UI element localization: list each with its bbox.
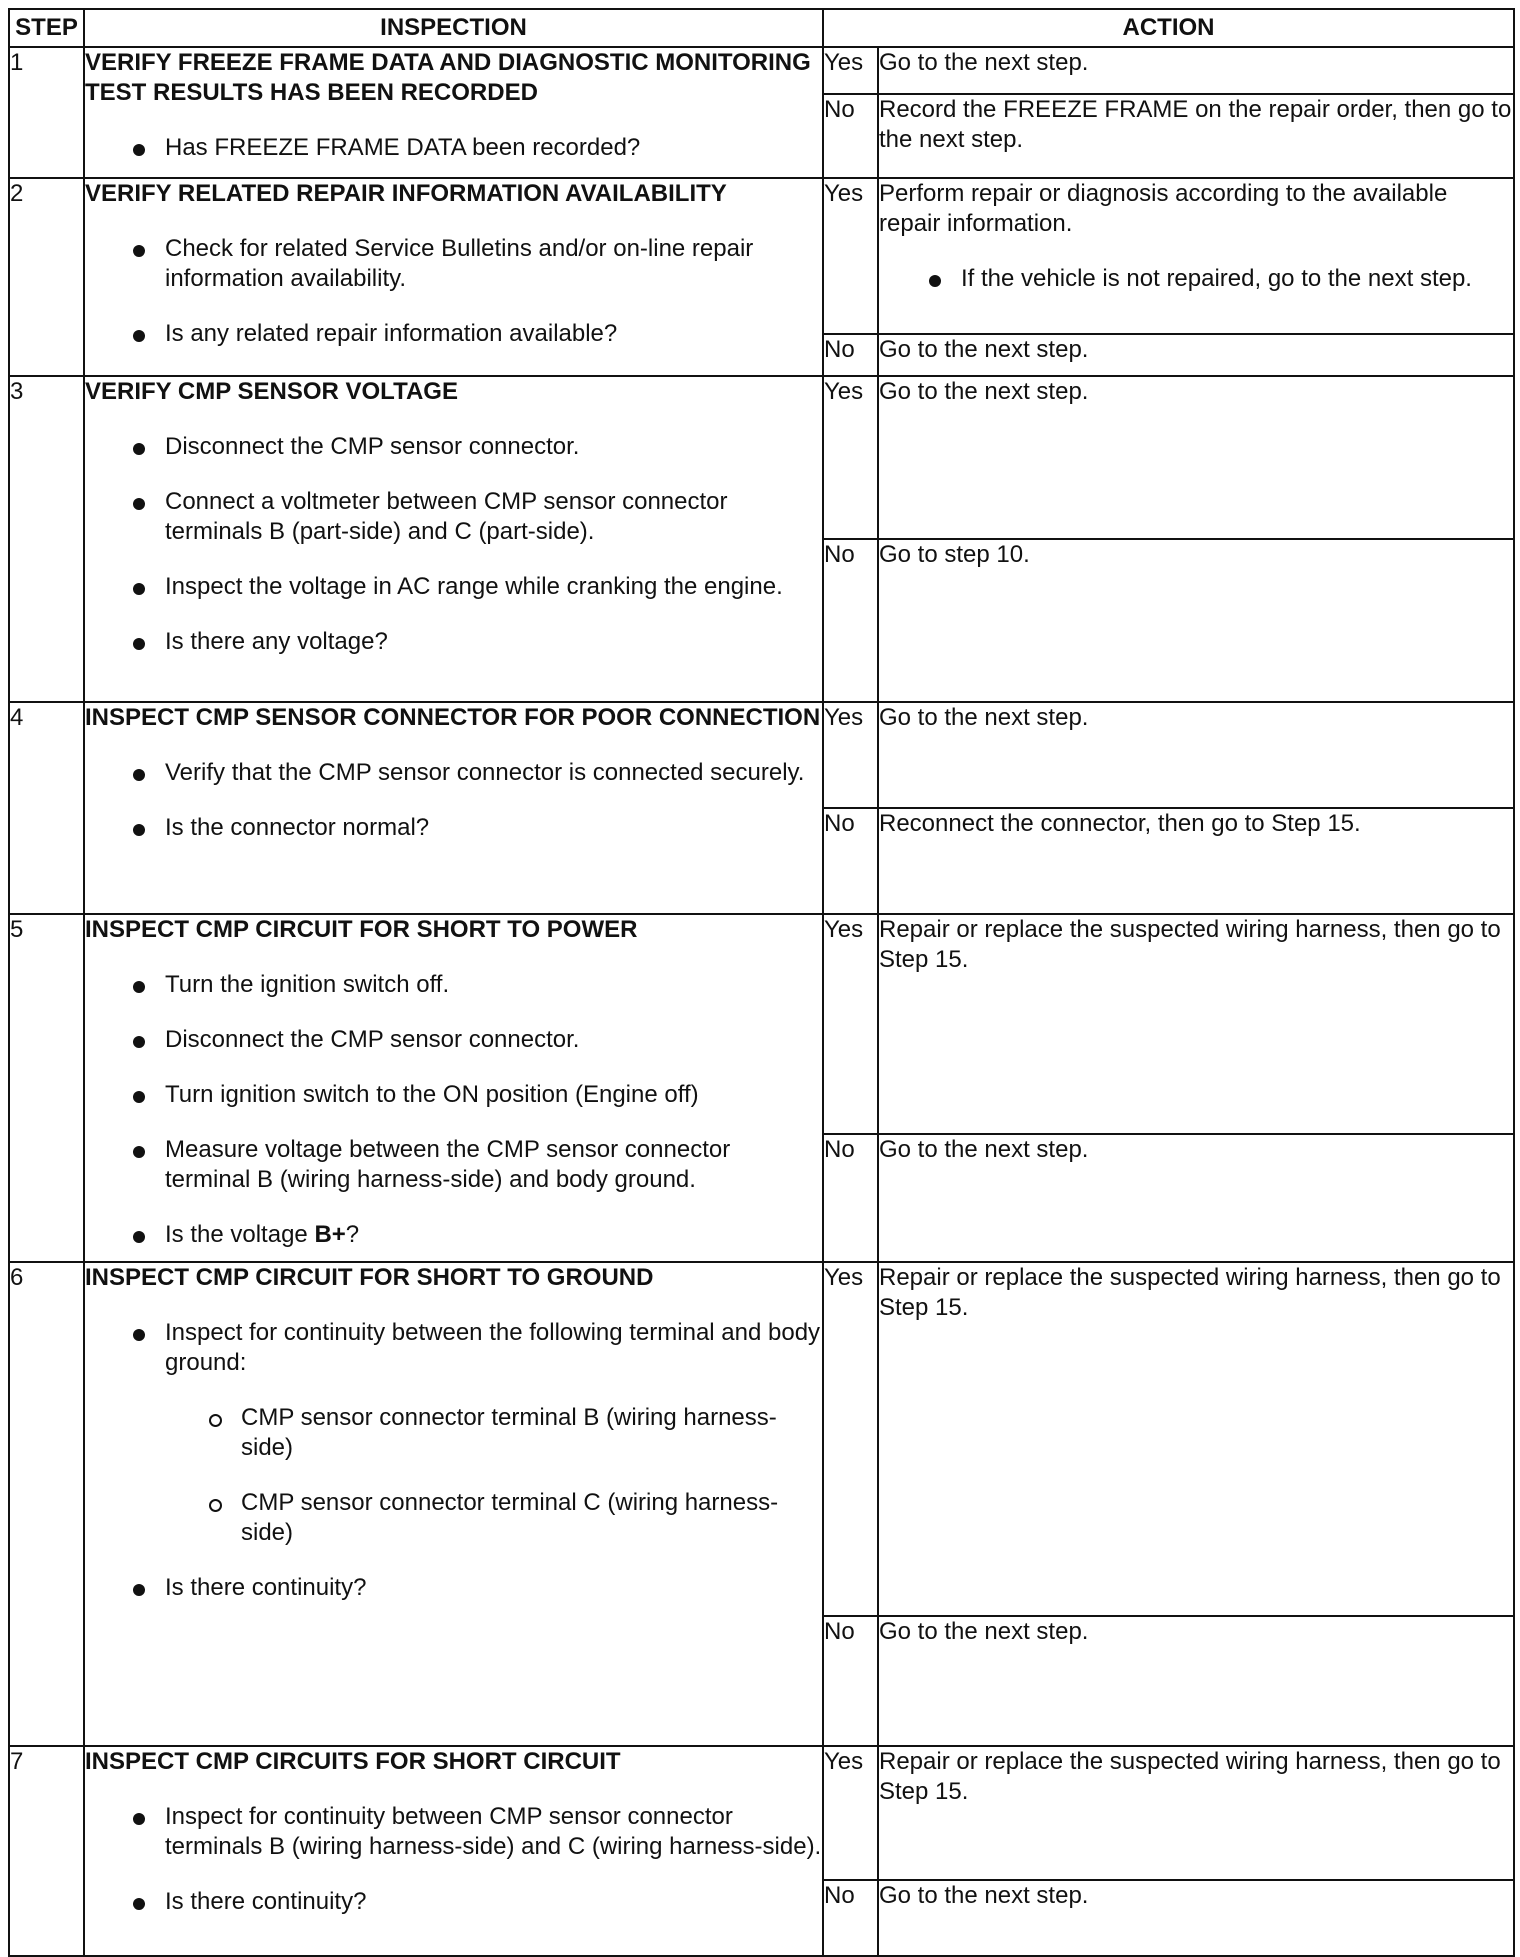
step-heading: INSPECT CMP CIRCUIT FOR SHORT TO POWER xyxy=(85,916,638,943)
inspection-question xyxy=(85,1220,822,1250)
yes-action xyxy=(878,178,1514,334)
no-action: Record the FREEZE FRAME on the repair order, then go to the next step. xyxy=(878,94,1514,178)
inspection-bullet: Measure voltage between the CMP sensor connector terminal B (wiring harness-side) and body ground. xyxy=(85,1135,822,1195)
inspection-bullet: Inspect for continuity between the following terminal and body ground: xyxy=(85,1318,822,1378)
inspection-bullet: Check for related Service Bulletins and/or on-line repair information availability. xyxy=(85,234,822,294)
step-7-yes-row xyxy=(9,1746,1514,1880)
yes-action: Repair or replace the suspected wiring harness, then go to Step 15. xyxy=(878,914,1514,1134)
yes-label: Yes xyxy=(823,47,878,94)
step-number: 6 xyxy=(9,1262,84,1746)
step-2-yes-row xyxy=(9,178,1514,334)
no-label: No xyxy=(823,1616,878,1746)
no-label: No xyxy=(823,94,878,178)
question-bold: B+ xyxy=(314,1221,346,1248)
yes-label: Yes xyxy=(823,914,878,1134)
inspection-bullet: Verify that the CMP sensor connector is connected securely. xyxy=(85,758,822,788)
inspection-bullet: Has FREEZE FRAME DATA been recorded? xyxy=(85,133,822,163)
no-label: No xyxy=(823,808,878,914)
question-suffix: ? xyxy=(345,1221,360,1248)
step-3-yes-row xyxy=(9,376,1514,539)
inspection-sub-bullet: CMP sensor connector terminal C (wiring harness-side) xyxy=(85,1488,822,1548)
step-heading: VERIFY CMP SENSOR VOLTAGE xyxy=(85,378,458,405)
inspection-bullet: Connect a voltmeter between CMP sensor connector terminals B (part-side) and C (part-side). xyxy=(85,487,822,547)
step-inspection xyxy=(84,47,823,178)
no-label: No xyxy=(823,334,878,376)
inspection-question: Is there continuity? xyxy=(85,1573,822,1603)
no-action: Go to the next step. xyxy=(878,1134,1514,1262)
table-header-row xyxy=(9,9,1514,47)
yes-label: Yes xyxy=(823,178,878,334)
inspection-bullet: Inspect for continuity between CMP sensor connector terminals B (wiring harness-side) and C (wiring harness-side). xyxy=(85,1802,822,1862)
diagnostic-table xyxy=(8,8,1515,1957)
header-action: ACTION xyxy=(823,9,1514,47)
inspection-bullet: Is there continuity? xyxy=(85,1887,822,1917)
no-action: Go to the next step. xyxy=(878,334,1514,376)
yes-action: Repair or replace the suspected wiring harness, then go to Step 15. xyxy=(878,1746,1514,1880)
yes-action-text: Perform repair or diagnosis according to the available repair information. xyxy=(879,180,1448,237)
inspection-bullet: Turn the ignition switch off. xyxy=(85,970,822,1000)
step-1-yes-row xyxy=(9,47,1514,94)
step-6-yes-row xyxy=(9,1262,1514,1616)
header-inspection: INSPECTION xyxy=(84,9,823,47)
no-label: No xyxy=(823,1134,878,1262)
yes-action: Go to the next step. xyxy=(878,376,1514,539)
step-inspection xyxy=(84,914,823,1262)
step-number: 1 xyxy=(9,47,84,178)
step-5-yes-row xyxy=(9,914,1514,1134)
step-heading: INSPECT CMP CIRCUIT FOR SHORT TO GROUND xyxy=(85,1264,654,1291)
step-number: 7 xyxy=(9,1746,84,1956)
yes-action: Go to the next step. xyxy=(878,702,1514,808)
yes-action: Repair or replace the suspected wiring harness, then go to Step 15. xyxy=(878,1262,1514,1616)
inspection-bullet: Inspect the voltage in AC range while cranking the engine. xyxy=(85,572,822,602)
no-action: Go to the next step. xyxy=(878,1880,1514,1956)
step-4-yes-row xyxy=(9,702,1514,808)
step-heading: INSPECT CMP CIRCUITS FOR SHORT CIRCUIT xyxy=(85,1748,621,1775)
yes-label: Yes xyxy=(823,1746,878,1880)
step-number: 5 xyxy=(9,914,84,1262)
step-heading: VERIFY FREEZE FRAME DATA AND DIAGNOSTIC MONITORING TEST RESULTS HAS BEEN RECORDED xyxy=(85,49,811,106)
yes-label: Yes xyxy=(823,1262,878,1616)
action-bullet: If the vehicle is not repaired, go to the next step. xyxy=(879,264,1513,294)
step-number: 3 xyxy=(9,376,84,702)
no-action: Reconnect the connector, then go to Step 15. xyxy=(878,808,1514,914)
inspection-bullet: Disconnect the CMP sensor connector. xyxy=(85,432,822,462)
step-number: 2 xyxy=(9,178,84,376)
step-inspection xyxy=(84,1262,823,1746)
inspection-bullet: Is there any voltage? xyxy=(85,627,822,657)
inspection-sub-bullet: CMP sensor connector terminal B (wiring harness-side) xyxy=(85,1403,822,1463)
header-step: STEP xyxy=(9,9,84,47)
inspection-bullet: Is the connector normal? xyxy=(85,813,822,843)
yes-label: Yes xyxy=(823,376,878,539)
yes-label: Yes xyxy=(823,702,878,808)
no-label: No xyxy=(823,1880,878,1956)
step-inspection xyxy=(84,376,823,702)
step-inspection xyxy=(84,702,823,914)
inspection-bullet: Turn ignition switch to the ON position (Engine off) xyxy=(85,1080,822,1110)
no-label: No xyxy=(823,539,878,702)
question-prefix: Is the voltage xyxy=(165,1221,315,1248)
step-inspection xyxy=(84,1746,823,1956)
step-heading: INSPECT CMP SENSOR CONNECTOR FOR POOR CONNECTION xyxy=(85,704,821,731)
yes-action: Go to the next step. xyxy=(878,47,1514,94)
inspection-bullet: Disconnect the CMP sensor connector. xyxy=(85,1025,822,1055)
step-number: 4 xyxy=(9,702,84,914)
step-heading: VERIFY RELATED REPAIR INFORMATION AVAILABILITY xyxy=(85,180,727,207)
inspection-bullet: Is any related repair information available? xyxy=(85,319,822,349)
step-inspection xyxy=(84,178,823,376)
no-action: Go to the next step. xyxy=(878,1616,1514,1746)
no-action: Go to step 10. xyxy=(878,539,1514,702)
